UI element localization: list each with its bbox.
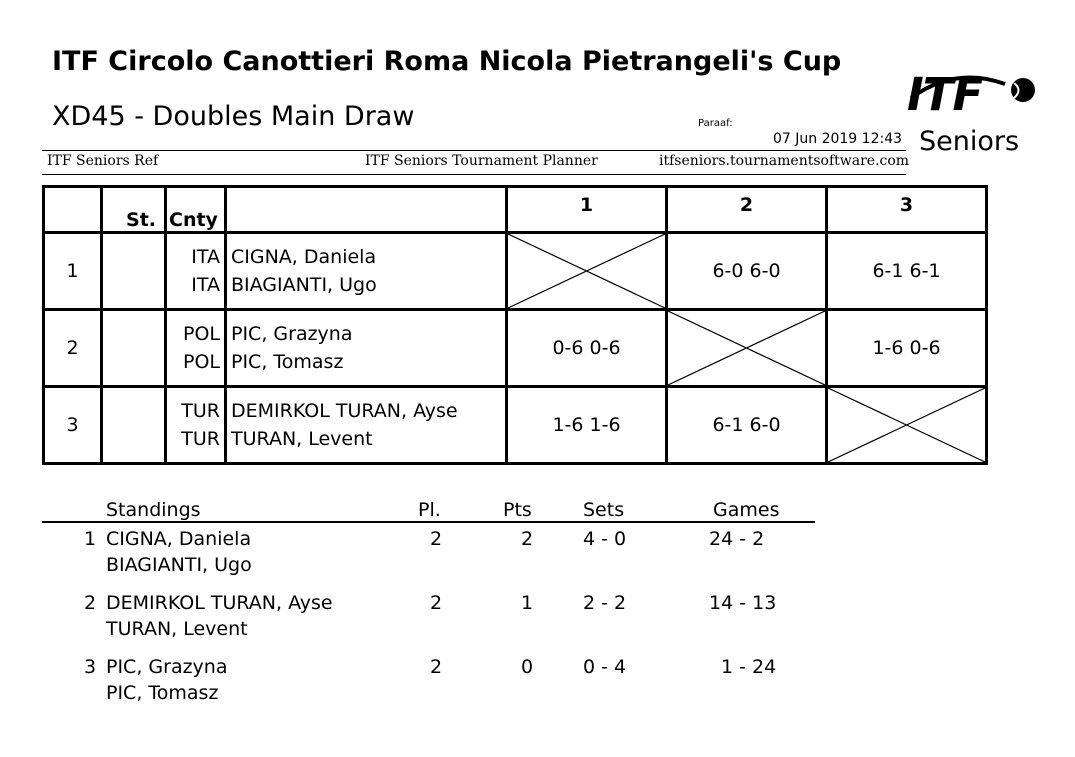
- draw-row: [44, 310, 987, 387]
- country-code: TUR: [181, 428, 220, 450]
- row-countries: [166, 387, 226, 464]
- row-seed: [102, 387, 166, 464]
- print-datetime: 07 Jun 2019 12:43: [773, 131, 903, 147]
- paraaf-label: Paraaf:: [698, 118, 733, 129]
- standings-games-header: Games: [713, 499, 780, 521]
- country-code: ITA: [191, 246, 220, 268]
- country-code: POL: [183, 351, 220, 373]
- draw-subtitle: XD45 - Doubles Main Draw: [52, 101, 415, 132]
- standings-player: TURAN, Levent: [106, 618, 248, 640]
- standings-player: PIC, Tomasz: [106, 682, 219, 704]
- standings-player: DEMIRKOL TURAN, Ayse: [106, 592, 333, 614]
- row-seed: [102, 310, 166, 387]
- standings-played: 2: [430, 656, 443, 678]
- header-rule-bottom: [42, 174, 906, 175]
- standings-player: CIGNA, Daniela: [106, 528, 252, 550]
- standings-points-header: Pts: [503, 499, 532, 521]
- draw-header-row: [44, 187, 987, 233]
- player-name: DEMIRKOL TURAN, Ayse: [231, 400, 458, 422]
- standings-games: 24 - 2: [709, 528, 765, 550]
- standings-games: 1 - 24: [721, 656, 777, 678]
- standings-player: BIAGIANTI, Ugo: [106, 554, 252, 576]
- header-seed: St.: [102, 187, 166, 233]
- header-num: [44, 187, 102, 233]
- row-number: 3: [44, 387, 102, 464]
- standings-points: 0: [521, 656, 534, 678]
- result-cell: 6-1 6-0: [667, 387, 827, 464]
- cross-out-icon: [668, 311, 825, 385]
- standings-played: 2: [430, 528, 443, 550]
- standings-rank: 1: [84, 528, 97, 550]
- logo-sub: Seniors: [919, 126, 1020, 157]
- country-code: POL: [183, 323, 220, 345]
- page-title: ITF Circolo Canottieri Roma Nicola Pietrangeli's Cup: [52, 46, 842, 77]
- result-cell: 6-0 6-0: [667, 233, 827, 310]
- row-number: 2: [44, 310, 102, 387]
- standings-games: 14 - 13: [709, 592, 777, 614]
- tennis-ball-icon: [1009, 76, 1039, 106]
- standings-sets-header: Sets: [583, 499, 625, 521]
- result-cell-self: [827, 387, 987, 464]
- logo-brand: ITF: [907, 68, 983, 121]
- header-col-2: 2: [667, 187, 827, 233]
- player-name: BIAGIANTI, Ugo: [231, 274, 377, 296]
- standings-sets: 0 - 4: [583, 656, 627, 678]
- standings-label: Standings: [106, 499, 201, 521]
- row-players: [226, 233, 507, 310]
- row-seed: [102, 233, 166, 310]
- row-countries: [166, 233, 226, 310]
- standings-played: 2: [430, 592, 443, 614]
- result-cell: 1-6 1-6: [507, 387, 667, 464]
- result-cell: 0-6 0-6: [507, 310, 667, 387]
- player-name: PIC, Tomasz: [231, 351, 344, 373]
- row-number: 1: [44, 233, 102, 310]
- standings-played-header: Pl.: [418, 499, 441, 521]
- header-col-1: 1: [507, 187, 667, 233]
- standings-sets: 2 - 2: [583, 592, 627, 614]
- ref-right: itfseniors.tournamentsoftware.com: [659, 153, 910, 169]
- cross-out-icon: [508, 234, 665, 308]
- standings-sets: 4 - 0: [583, 528, 627, 550]
- row-players: [226, 310, 507, 387]
- header-col-3: 3: [827, 187, 987, 233]
- draw-table: [42, 185, 988, 465]
- player-name: CIGNA, Daniela: [231, 246, 377, 268]
- result-cell-self: [667, 310, 827, 387]
- ref-left: ITF Seniors Ref: [47, 153, 159, 169]
- header-country: Cnty: [166, 187, 226, 233]
- ref-middle: ITF Seniors Tournament Planner: [365, 153, 598, 169]
- standings-player: PIC, Grazyna: [106, 656, 228, 678]
- result-cell: 1-6 0-6: [827, 310, 987, 387]
- standings-rank: 2: [84, 592, 97, 614]
- standings-points: 1: [521, 592, 534, 614]
- country-code: TUR: [181, 400, 220, 422]
- player-name: TURAN, Levent: [231, 428, 373, 450]
- itf-seniors-logo: [905, 70, 1045, 160]
- result-cell-self: [507, 233, 667, 310]
- standings-rank: 3: [84, 656, 97, 678]
- country-code: ITA: [191, 274, 220, 296]
- row-countries: [166, 310, 226, 387]
- standings-rule: [42, 521, 815, 523]
- header-rule-top: [42, 150, 906, 151]
- draw-row: [44, 233, 987, 310]
- player-name: PIC, Grazyna: [231, 323, 353, 345]
- draw-row: [44, 387, 987, 464]
- row-players: [226, 387, 507, 464]
- header-name: [226, 187, 507, 233]
- result-cell: 6-1 6-1: [827, 233, 987, 310]
- cross-out-icon: [828, 388, 985, 462]
- standings-points: 2: [521, 528, 534, 550]
